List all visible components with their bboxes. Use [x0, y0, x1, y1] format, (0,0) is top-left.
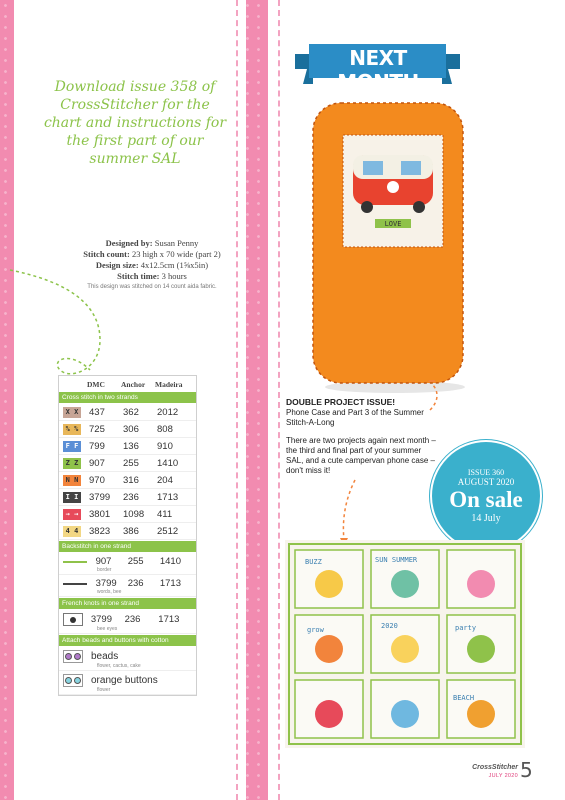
- bead-rows: [59, 647, 196, 695]
- bead-label: beads: [91, 651, 119, 662]
- thread-anchor: 316: [123, 474, 139, 486]
- thread-anchor: 236: [123, 491, 139, 503]
- french-knot-icon: [63, 613, 83, 626]
- next-month-description: There are two projects again next month – the third and final part of your summer SAL, and a cute campervan phone case – don't miss it!: [286, 436, 436, 475]
- sampler-motif: [391, 700, 419, 728]
- designed-by-label: Designed by:: [105, 238, 153, 248]
- on-sale-date: 14 July: [471, 513, 501, 524]
- cross-stitch-rows: [59, 404, 196, 540]
- cross-stitch-row: [59, 472, 196, 489]
- backstitch-row: [59, 575, 196, 597]
- thread-dmc: 799: [89, 440, 105, 452]
- sampler-motif: [467, 700, 495, 728]
- thread-dmc: 907: [89, 457, 105, 469]
- thread-dmc: 3799: [95, 578, 117, 589]
- beads-section: Attach beads and buttons with cotton: [59, 635, 196, 646]
- backstitch-line-icon: [63, 579, 88, 589]
- sampler-motif: [391, 635, 419, 663]
- thread-madeira: 204: [157, 474, 173, 486]
- fabric-note: This design was stitched on 14 count aida fabric.: [87, 284, 217, 290]
- sampler-word: party: [455, 624, 477, 632]
- double-project-subtitle: Phone Case and Part 3 of the Summer Stitch-A-Long: [286, 408, 424, 427]
- cross-stitch-row: [59, 404, 196, 421]
- thread-madeira: 808: [157, 423, 173, 435]
- sampler-word: grow: [307, 626, 324, 634]
- thread-dmc: 3823: [89, 525, 111, 537]
- sampler-motif: [391, 570, 419, 598]
- thread-anchor: 1098: [123, 508, 145, 520]
- thread-anchor: 255: [123, 457, 139, 469]
- on-sale-badge: [430, 440, 542, 552]
- thread-dmc: 907: [95, 556, 112, 567]
- cross-stitch-row: [59, 489, 196, 506]
- header-anchor: Anchor: [121, 380, 146, 389]
- thread-madeira: 1713: [159, 578, 181, 589]
- header-dmc: DMC: [87, 380, 105, 389]
- double-project-title: DOUBLE PROJECT ISSUE!: [286, 397, 396, 407]
- thread-dmc: 3801: [89, 508, 111, 520]
- thread-anchor: 386: [123, 525, 139, 537]
- thread-anchor: 255: [127, 556, 144, 567]
- cross-stitch-row: [59, 455, 196, 472]
- stitch-time: 3 hours: [161, 271, 187, 281]
- key-header: [59, 376, 196, 391]
- download-instruction: Download issue 358 of CrossStitcher for the chart and instructions for the first part of our summer SAL: [43, 79, 227, 167]
- thread-anchor: 236: [124, 614, 141, 625]
- thread-anchor: 136: [123, 440, 139, 452]
- stitch-symbol: N N: [63, 475, 81, 486]
- sampler-motif: [315, 700, 343, 728]
- thread-madeira: 910: [157, 440, 173, 452]
- stitch-symbol: Z Z: [63, 458, 81, 469]
- sampler-word: 2020: [381, 622, 398, 630]
- on-sale-headline: On sale: [449, 487, 523, 512]
- bead-label: orange buttons: [91, 675, 158, 686]
- sampler-motif: [315, 635, 343, 663]
- thread-dmc: 437: [89, 406, 105, 418]
- phone-case-image: [305, 95, 475, 395]
- sampler-motif: [315, 570, 343, 598]
- design-size-label: Design size:: [95, 260, 139, 270]
- footer-brand: CrossStitcher: [472, 764, 518, 771]
- french-knot-row: [59, 610, 196, 634]
- bead-row: [59, 647, 196, 671]
- cross-stitch-row: [59, 421, 196, 438]
- left-stitch-line: [236, 0, 238, 800]
- design-size: 4x12.5cm (1⅝x5in): [140, 260, 209, 270]
- on-sale-month: AUGUST 2020: [457, 477, 515, 487]
- thread-dmc: 3799: [90, 614, 112, 625]
- stitch-symbol: F F: [63, 441, 81, 452]
- bead-note: flower, cactus, cake: [97, 663, 141, 669]
- backstitch-note: border: [97, 567, 112, 573]
- stitch-symbol: I I: [63, 492, 81, 503]
- backstitch-rows: [59, 553, 196, 597]
- double-project-info: [286, 397, 436, 476]
- thread-madeira: 1713: [157, 491, 179, 503]
- on-sale-issue: ISSUE 360: [467, 468, 505, 477]
- knot-note: bee eyes: [97, 626, 118, 632]
- french-knots-section: French knots in one strand: [59, 598, 196, 609]
- header-madeira: Madeira: [155, 380, 183, 389]
- footer-issue-date: JULY 2020: [488, 773, 518, 779]
- page-number: 5: [520, 758, 533, 782]
- thread-madeira: 1410: [157, 457, 179, 469]
- stitch-symbol: X X: [63, 407, 81, 418]
- van-love-text: LOVE: [384, 220, 402, 228]
- backstitch-line-icon: [63, 557, 88, 567]
- bead-icon: [63, 674, 83, 687]
- french-knot-rows: [59, 610, 196, 634]
- sampler-motif: [467, 635, 495, 663]
- thread-key: [58, 375, 197, 696]
- sampler-word: BUZZ: [305, 558, 322, 566]
- thread-madeira: 411: [157, 508, 173, 520]
- thread-madeira: 2012: [157, 406, 179, 418]
- sampler-motif: [467, 570, 495, 598]
- sampler-word: BEACH: [453, 694, 475, 702]
- stitch-symbol: → →: [63, 509, 81, 520]
- thread-anchor: 362: [123, 406, 139, 418]
- designer-name: Susan Penny: [154, 238, 199, 248]
- cross-stitch-row: [59, 523, 196, 540]
- backstitch-row: [59, 553, 196, 575]
- right-stitch-line: [278, 0, 280, 800]
- stitch-symbol: 4 4: [63, 526, 81, 537]
- thread-anchor: 236: [127, 578, 144, 589]
- sampler-word: SUN SUMMER: [375, 556, 418, 564]
- thread-dmc: 970: [89, 474, 105, 486]
- stitch-time-label: Stitch time:: [117, 271, 160, 281]
- thread-dmc: 3799: [89, 491, 111, 503]
- stitch-symbol: % %: [63, 424, 81, 435]
- thread-anchor: 306: [123, 423, 139, 435]
- thread-madeira: 2512: [157, 525, 179, 537]
- stitch-count-label: Stitch count:: [83, 249, 130, 259]
- summer-sampler-image: [285, 540, 525, 748]
- cross-stitch-row: [59, 438, 196, 455]
- design-info: [22, 238, 282, 293]
- cross-stitch-section: Cross stitch in two strands: [59, 392, 196, 403]
- backstitch-section: Backstitch in one strand: [59, 541, 196, 552]
- bead-note: flower: [97, 687, 111, 693]
- thread-madeira: 1410: [159, 556, 181, 567]
- stitch-count: 23 high x 70 wide (part 2): [131, 249, 221, 259]
- backstitch-note: words, bee: [97, 589, 122, 595]
- banner-title: NEXT MONTH: [337, 46, 419, 94]
- thread-madeira: 1713: [158, 614, 180, 625]
- thread-dmc: 725: [89, 423, 105, 435]
- bead-row: [59, 671, 196, 695]
- cross-stitch-row: [59, 506, 196, 523]
- bead-icon: [63, 650, 83, 663]
